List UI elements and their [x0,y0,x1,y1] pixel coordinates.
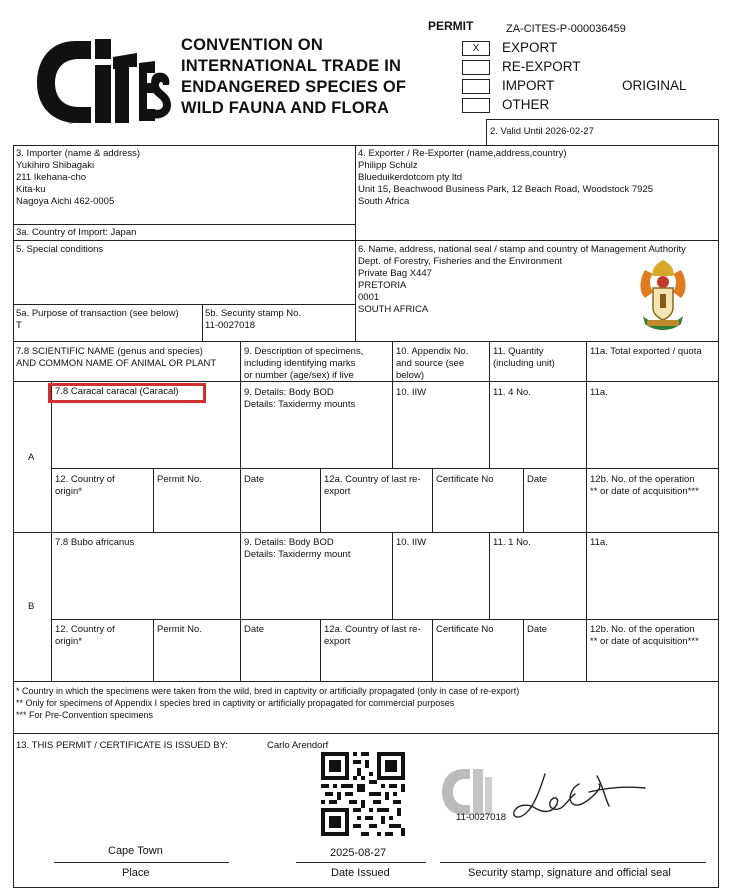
last-reexport-label: export [324,486,351,497]
re-export-label: RE-EXPORT [502,59,581,74]
qr-code-icon [321,752,405,836]
authority-line: Private Bag X447 [358,268,432,279]
issue-place: Cape Town [108,845,163,857]
issue-date: 2025-08-27 [330,847,387,859]
date-label: Date [244,624,265,635]
description-header: or number (age/sex) if live [244,370,354,381]
import-checkbox[interactable] [462,79,490,94]
other-checkbox[interactable] [462,98,490,113]
security-stamp-label: 5b. Security stamp No. [205,308,302,319]
last-reexport-label: export [324,636,351,647]
appendix-header: 10. Appendix No. [396,346,469,357]
specimen-total: 11a. [590,537,608,548]
country-of-origin-label: 12. Country of [55,474,115,485]
operation-label: 12b. No. of the operation [590,474,695,485]
signature [505,766,655,826]
specimen-details: Details: Taxidermy mounts [244,399,356,410]
footnote: * Country in which the specimens were taken from the wild, bred in captivity or artificially propagated (only in case of re-export) [16,686,520,696]
authority-line: Dept. of Forestry, Fisheries and the Environment [358,256,563,267]
specimen-letter: B [28,601,35,612]
operation-label: ** or date of acquisition*** [590,636,699,647]
title-line: INTERNATIONAL TRADE IN [181,57,402,75]
country-of-origin-label: origin* [55,636,82,647]
specimen-scientific-name: 7.8 Bubo africanus [55,537,135,548]
exporter-name: Philipp Schulz [358,160,418,171]
importer-address-line: Kita-ku [16,184,46,195]
specimen-details: 9. Details: Body BOD [244,537,334,548]
exporter-address-line: South Africa [358,196,410,207]
authority-label: 6. Name, address, national seal / stamp and country of Management Authority [358,244,686,255]
registered-mark: ® [68,119,74,126]
scientific-name-header: AND COMMON NAME OF ANIMAL OR PLANT [16,358,217,369]
title-line: CONVENTION ON [181,36,323,54]
date-label: Date [527,474,548,485]
country-of-origin-label: origin* [55,486,82,497]
permit-label: PERMIT [428,19,474,33]
country-of-import: 3a. Country of Import: Japan [16,227,137,238]
exporter-address-line: Unit 15, Beachwood Business Park, 12 Beach Road, Woodstock 7925 [358,184,654,195]
importer-name: Yukihiro Shibagaki [16,160,95,171]
country-of-origin-label: 12. Country of [55,624,115,635]
specimen-details: Details: Taxidermy mount [244,549,351,560]
cites-logo [33,33,173,128]
quantity-header: 11. Quantity [493,346,544,357]
re-export-checkbox[interactable] [462,60,490,75]
issued-by-name: Carlo Arendorf [267,740,329,751]
cites-logo-icon [33,33,173,128]
purpose-label: 5a. Purpose of transaction (see below) [16,308,179,319]
footnote: ** Only for specimens of Appendix I species bred in captivity or artificially propagated for commercial purposes [16,698,455,708]
special-conditions-label: 5. Special conditions [16,244,104,255]
permit-no-label: Permit No. [157,624,202,635]
purpose-value: T [16,320,22,331]
date-label: Date [244,474,265,485]
issued-by-label: 13. THIS PERMIT / CERTIFICATE IS ISSUED BY: [16,740,229,751]
importer-address-line: Nagoya Aichi 462-0005 [16,196,115,207]
specimen-quantity: 11. 4 No. [493,387,531,398]
importer-label: 3. Importer (name & address) [16,148,141,159]
exporter-label: 4. Exporter / Re-Exporter (name,address,country) [358,148,567,159]
import-label: IMPORT [502,78,555,93]
authority-line: PRETORIA [358,280,407,291]
specimen-total: 11a. [590,387,608,398]
title-line: WILD FAUNA AND FLORA [181,99,390,117]
operation-label: ** or date of acquisition*** [590,486,699,497]
quantity-header: (including unit) [493,358,555,369]
valid-until: 2. Valid Until 2026-02-27 [490,126,594,137]
place-label: Place [122,867,150,879]
specimen-letter: A [28,452,35,463]
total-exported-header: 11a. Total exported / quota [590,346,702,357]
authority-line: 0001 [358,292,380,303]
last-reexport-label: 12a. Country of last re- [324,624,421,635]
seal-label: Security stamp, signature and official seal [468,867,671,879]
export-checkbox[interactable]: X [462,41,490,56]
appendix-header: below) [396,370,424,381]
specimen-quantity: 11. 1 No. [493,537,531,548]
permit-no-label: Permit No. [157,474,202,485]
certificate-no-label: Certificate No [436,624,494,635]
permit-number: ZA-CITES-P-000036459 [506,23,626,35]
scientific-name-header: 7.8 SCIENTIFIC NAME (genus and species) [16,346,203,357]
coat-of-arms-icon [635,258,691,334]
specimen-details: 9. Details: Body BOD [244,387,334,398]
specimen-scientific-name: 7.8 Caracal caracal (Caracal) [55,386,179,397]
footnote: *** For Pre-Convention specimens [16,710,154,720]
date-label: Date [527,624,548,635]
exporter-company: Blueduikerdotcom pty ltd [358,172,463,183]
export-label: EXPORT [502,40,558,55]
specimen-appendix: 10. IIW [396,537,427,548]
date-issued-label: Date Issued [331,867,390,879]
security-stamp-value: 11-0027018 [205,320,256,331]
authority-line: SOUTH AFRICA [358,304,429,315]
appendix-header: and source (see [396,358,465,369]
description-header: 9. Description of specimens, [244,346,364,357]
title-line: ENDANGERED SPECIES OF [181,78,407,96]
original-label: ORIGINAL [622,78,687,93]
other-label: OTHER [502,97,550,112]
importer-address-line: 211 Ikehana-cho [16,172,87,183]
operation-label: 12b. No. of the operation [590,624,695,635]
stamp-number: 11-0027018 [456,812,507,823]
specimen-appendix: 10. IIW [396,387,427,398]
certificate-no-label: Certificate No [436,474,494,485]
last-reexport-label: 12a. Country of last re- [324,474,421,485]
description-header: including identifying marks [244,358,356,369]
